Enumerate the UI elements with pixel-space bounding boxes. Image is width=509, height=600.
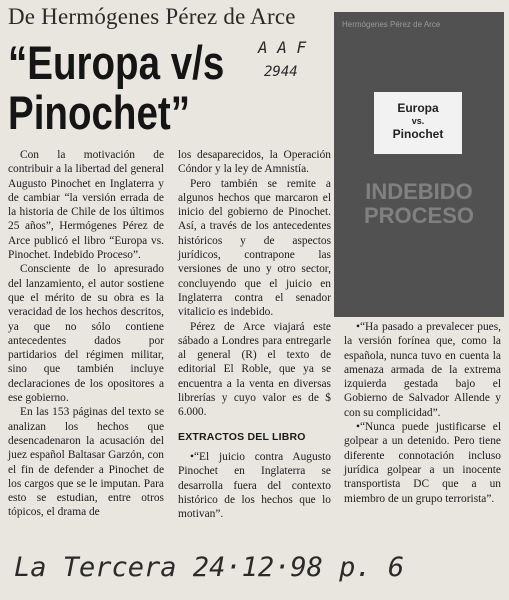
book-cover-title-box — [374, 92, 462, 154]
headline — [8, 38, 279, 138]
author-kicker: De Hermógenes Pérez de Arce — [8, 4, 296, 29]
book-cover-subtitle — [334, 180, 504, 228]
book-subtitle-line-2: PROCESO — [363, 203, 475, 228]
headline-line-2: Pinochet” — [8, 86, 191, 139]
article-paragraph: Pérez de Arce viajará este sábado a Londres para entregarle al general (R) el texto de editorial El Roble, que ya se encuentra a la venta en diversas librerías y cuyo valor es de $ 6.000. — [178, 320, 331, 419]
book-extract-quote: •“Ha pasado a prevalecer pues, la versión forínea que, como la española, nunca tuvo en cuenta la amenaza armada de la extrema izquierda gestada bajo el Gobierno de Salvador Allende y con su complicidad”. — [344, 321, 501, 419]
handwritten-archive-number: 2944 — [264, 64, 298, 80]
article-paragraph: los desaparecidos, la Operación Cóndor y la ley de Amnistía. — [178, 149, 331, 176]
book-title-line-2: vs. — [411, 116, 425, 126]
book-cover-author: Hermógenes Pérez de Arce — [342, 20, 441, 29]
article-paragraph: Consciente de lo apresurado del lanzamiento, el autor sostiene que el mérito de su obra es la veracidad de los hechos descritos, ya que no sólo contiene antecedentes dados por partidarios del régimen militar, sino que también incluye declaraciones de los opositores a ese gobierno. — [8, 263, 164, 405]
book-extract-quote: •“Nunca puede justificarse el golpear a un detenido. Pero tiene diferente connotación incluso jurídica golpear a un inocente transportista DC que a un miembro de un grupo terrorista”. — [344, 421, 501, 505]
book-extract-quote: •“El juicio contra Augusto Pinochet en Inglaterra se desarrolla fuera del contexto histórico de los hechos que lo motivan”. — [178, 450, 331, 521]
book-subtitle-line-1: INDEBIDO — [365, 179, 473, 204]
book-cover-image — [334, 12, 504, 317]
article-column-2 — [178, 148, 331, 521]
extracts-heading: EXTRACTOS DEL LIBRO — [178, 430, 306, 443]
article-paragraph: En las 153 páginas del texto se analizan los hechos que desencadenaron la acusación del juez español Baltasar Garzón, con el fin de defender a Pinochet de los cargos que se le imputan. Para esto se estudian, entre otros tópicos, el drama de — [8, 406, 164, 519]
handwritten-archive-code: A A F — [258, 38, 307, 57]
handwritten-source-note: La Tercera 24·12·98 p. 6 — [14, 552, 405, 583]
headline-line-1: “Europa v/s — [8, 36, 225, 89]
book-title-line-3: Pinochet — [392, 127, 444, 141]
article-column-3 — [344, 320, 501, 506]
book-title-line-1: Europa — [397, 101, 439, 115]
article-paragraph: Pero también se remite a algunos hechos que marcaron el inicio del gobierno de Pinochet. Así, a través de los antecedentes históricos y de aspectos jurídicos, contrapone las versiones de uno y otro sector, concluyendo que el juicio en Inglaterra contra el senador vitalicio es indebido. — [178, 177, 331, 319]
article-column-1 — [8, 148, 164, 520]
article-paragraph: Con la motivación de contribuir a la libertad del general Augusto Pinochet en Inglaterra y de cambiar “la versión errada de la historia de Chile de los últimos 25 años”, Hermógenes Pérez de Arce publicó el libro “Europa vs. Pinochet. Indebido Proceso”. — [8, 149, 164, 262]
